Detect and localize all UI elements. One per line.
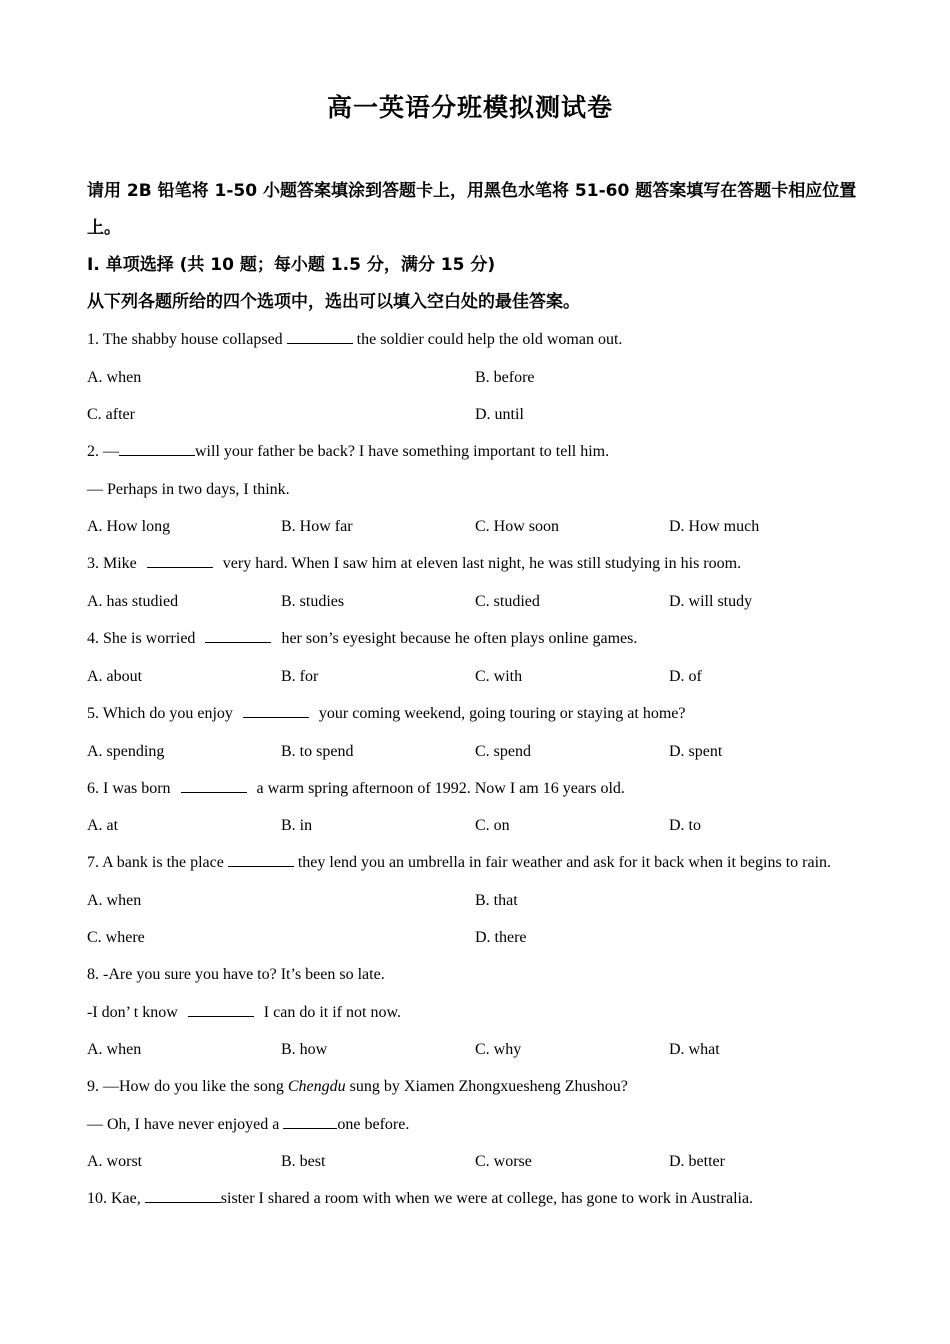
q1-option-b: B. before xyxy=(475,369,535,386)
section-heading: I. 单项选择 (共 10 题；每小题 1.5 分，满分 15 分) xyxy=(87,255,496,275)
question-3: 3. Mike very hard. When I saw him at eleven last night, he was still studying in his room. xyxy=(87,555,742,572)
q7-option-d: D. there xyxy=(475,929,527,946)
q7-option-a: A. when xyxy=(87,892,142,909)
q3-option-a: A. has studied xyxy=(87,593,179,610)
answer-blank xyxy=(243,705,309,718)
q9-option-b: B. best xyxy=(281,1153,326,1170)
q9-option-a: A. worst xyxy=(87,1153,143,1170)
q1-option-d: D. until xyxy=(475,406,524,423)
q9-option-d: D. better xyxy=(669,1153,725,1170)
q5-option-d: D. spent xyxy=(669,743,723,760)
q8-option-b: B. how xyxy=(281,1041,328,1058)
q8-option-d: D. what xyxy=(669,1041,720,1058)
q8-option-c: C. why xyxy=(475,1041,522,1058)
q2-option-b: B. How far xyxy=(281,518,353,535)
q7-option-c: C. where xyxy=(87,929,145,946)
q3-option-d: D. will study xyxy=(669,593,753,610)
question-5: 5. Which do you enjoy your coming weekend, going touring or staying at home? xyxy=(87,705,686,722)
answer-blank xyxy=(181,780,247,793)
question-8: 8. -Are you sure you have to? It’s been so late. xyxy=(87,966,385,983)
q3-option-c: C. studied xyxy=(475,593,540,610)
q1-option-a: A. when xyxy=(87,369,142,386)
question-7: 7. A bank is the place they lend you an umbrella in fair weather and ask for it back when it begins to rain. xyxy=(87,854,832,871)
question-6: 6. I was born a warm spring afternoon of 1992. Now I am 16 years old. xyxy=(87,780,625,797)
q9-option-c: C. worse xyxy=(475,1153,532,1170)
question-1: 1. The shabby house collapsed the soldier could help the old woman out. xyxy=(87,331,623,348)
q8-option-a: A. when xyxy=(87,1041,142,1058)
question-9-reply: — Oh, I have never enjoyed a one before. xyxy=(87,1116,410,1133)
q4-option-b: B. for xyxy=(281,668,319,685)
question-2: 2. — will your father be back? I have something important to tell him. xyxy=(87,443,610,460)
answer-blank xyxy=(188,1004,254,1017)
q5-option-a: A. spending xyxy=(87,743,165,760)
q1-option-c: C. after xyxy=(87,406,135,423)
question-10: 10. Kae, sister I shared a room with when we were at college, has gone to work in Australia. xyxy=(87,1190,754,1207)
answer-blank xyxy=(119,443,195,456)
q2-option-c: C. How soon xyxy=(475,518,560,535)
page-title: 高一英语分班模拟测试卷 xyxy=(326,93,613,122)
q4-option-a: A. about xyxy=(87,668,143,685)
answer-blank xyxy=(147,555,213,568)
q5-option-b: B. to spend xyxy=(281,743,354,760)
question-8-reply: -I don’ t know I can do it if not now. xyxy=(87,1004,401,1021)
question-9: 9. —How do you like the song Chengdu sung by Xiamen Zhongxuesheng Zhushou? xyxy=(87,1078,628,1095)
q6-option-c: C. on xyxy=(475,817,510,834)
answer-instruction: 请用 2B 铅笔将 1-50 小题答案填涂到答题卡上，用黑色水笔将 51-60 题答案填写在答题卡相应位置上。 xyxy=(87,181,857,238)
q4-option-c: C. with xyxy=(475,668,523,685)
q4-option-d: D. of xyxy=(669,668,702,685)
q3-option-b: B. studies xyxy=(281,593,345,610)
answer-blank xyxy=(228,854,294,867)
q7-option-b: B. that xyxy=(475,892,518,909)
q2-option-a: A. How long xyxy=(87,518,171,535)
answer-blank xyxy=(287,331,353,344)
answer-blank xyxy=(205,630,271,643)
answer-blank xyxy=(145,1190,221,1203)
question-2-reply: — Perhaps in two days, I think. xyxy=(87,481,290,498)
q2-option-d: D. How much xyxy=(669,518,760,535)
q6-option-a: A. at xyxy=(87,817,119,834)
song-title: Chengdu xyxy=(287,1078,346,1095)
q6-option-b: B. in xyxy=(281,817,313,834)
q6-option-d: D. to xyxy=(669,817,701,834)
q5-option-c: C. spend xyxy=(475,743,531,760)
section-subheading: 从下列各题所给的四个选项中，选出可以填入空白处的最佳答案。 xyxy=(87,292,580,312)
answer-blank xyxy=(283,1116,337,1129)
question-4: 4. She is worried her son’s eyesight because he often plays online games. xyxy=(87,630,638,647)
